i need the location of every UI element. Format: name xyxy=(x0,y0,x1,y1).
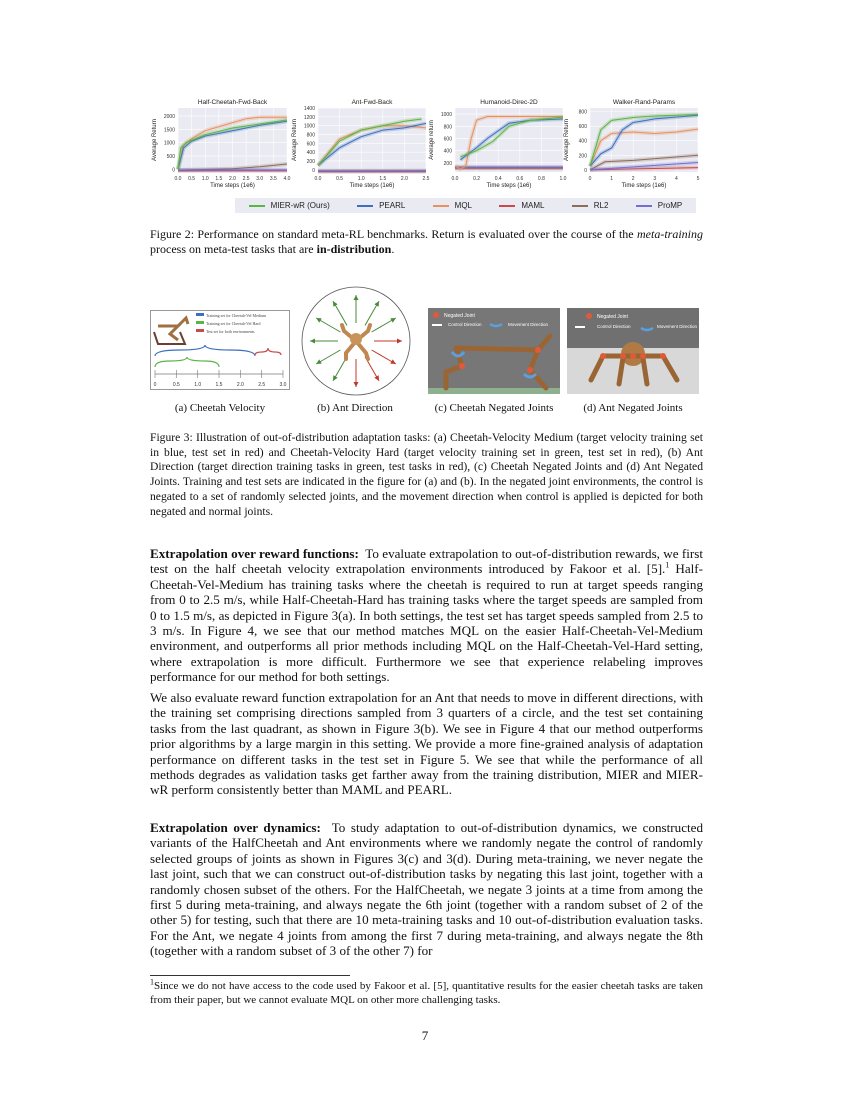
legend-label: MIER-wR (Ours) xyxy=(270,201,330,210)
y-tick-label: 1000 xyxy=(303,123,315,130)
legend-swatch xyxy=(572,205,588,207)
x-tick-label: 1.5 xyxy=(215,176,223,182)
x-tick-label: 0.6 xyxy=(516,176,524,182)
tick-label: 1.0 xyxy=(194,382,202,388)
subcaption-c: (c) Cheetah Negated Joints xyxy=(434,402,554,414)
y-tick-label: 0 xyxy=(172,167,175,174)
x-tick-label: 0.4 xyxy=(494,176,502,182)
legend-item xyxy=(499,201,544,210)
x-tick-label: 4.0 xyxy=(283,176,291,182)
paragraph-heading: Extrapolation over dynamics: xyxy=(150,820,321,835)
x-axis-label: Time steps (1e6) xyxy=(621,183,667,189)
panel-b-ant-direction xyxy=(300,285,412,397)
x-tick-label: 1 xyxy=(610,176,613,182)
caption-bold: in-distribution xyxy=(316,241,392,256)
paragraph-text: Half-Cheetah-Vel-Medium has training tasks where the cheetah is required to run at target speeds ranging from 0 to 2.5 m/s, while Half-Cheetah-Hard has training tasks where the target speeds are sampled from 0 to 1.5 m/s, as depicted in Figure 3(a). In both settings, the test set has target speeds sampled from 2.5 to 3 m/s. In Figure 4, we see that our method matches MQL on the easier Half-Cheetah-Vel-Medium environment, and outperforms all prior methods including MQL on the Half-Cheetah-Vel-Hard setting, where extrapolation is more difficult. Furthermore we see that experience relabeling improves performance for our method for both settings. xyxy=(150,561,703,685)
legend-item xyxy=(249,201,330,210)
chart-title: Walker-Rand-Params xyxy=(612,99,676,106)
negated-joint-marker xyxy=(586,313,592,319)
footnote-mark: 1 xyxy=(665,561,670,571)
y-tick-label: 500 xyxy=(166,154,175,160)
x-tick-label: 0.5 xyxy=(336,176,344,182)
x-tick-label: 3.5 xyxy=(269,176,277,182)
y-tick-label: 400 xyxy=(578,138,587,145)
panel-c-cheetah-negated-joints xyxy=(428,308,560,394)
x-tick-label: 0.0 xyxy=(451,176,459,182)
chart-title: Half-Cheetah-Fwd-Back xyxy=(197,99,268,106)
movement-direction-label: Movement Direction xyxy=(508,322,549,327)
x-tick-label: 0.5 xyxy=(188,176,196,182)
caption-label: Figure 2: xyxy=(150,227,195,241)
x-tick-label: 2.5 xyxy=(242,176,250,182)
control-direction-label: Control Direction xyxy=(448,322,482,327)
subcaption-a: (a) Cheetah Velocity xyxy=(174,402,266,414)
y-tick-label: 1200 xyxy=(303,114,315,121)
x-axis-label: Time steps (1e6) xyxy=(486,183,532,189)
figure-3-caption xyxy=(150,431,703,519)
paragraph-text: To study adaptation to out-of-distribution dynamics, we constructed variants of the HalfCheetah and Ant environments where we randomly negate the control of randomly selected groups of joints as shown in Figures 3(c) and 3(d). During meta-training, we never negate the last joint, such that we can construct out-of-distribution tasks by negating this last joint, together with a randomly chosen subset of the others. For the HalfCheetah, we negate 3 joints at a time from among the first 5 during meta-training, and always negate the 6th joint (together with a random subset of 2 of the other 5) for testing, such that there are 10 meta-training tasks and 10 out-of-distribution evaluation tasks. For the Ant, we negate 4 joints from among the first 7 during meta-training, and always negate the 8th (together with a random subset of 3 of the other 7) for xyxy=(150,820,704,959)
x-tick-label: 3.0 xyxy=(256,176,264,182)
legend-item xyxy=(636,201,682,210)
legend-label: PEARL xyxy=(379,201,406,210)
movement-direction-label: Movement Direction xyxy=(657,324,698,329)
legend-item xyxy=(357,201,405,210)
legend-swatch xyxy=(433,205,449,207)
y-tick-label: 800 xyxy=(578,109,587,116)
legend-item xyxy=(433,201,472,210)
footnote xyxy=(150,977,703,1007)
footnote-mark: 1 xyxy=(150,977,154,987)
y-tick-label: 200 xyxy=(578,153,587,160)
x-axis-label: Time steps (1e6) xyxy=(210,183,255,189)
legend-label: MQL xyxy=(454,201,472,210)
legend-swatch xyxy=(249,205,265,207)
x-tick-label: 1.0 xyxy=(559,176,567,182)
x-tick-label: 1.0 xyxy=(357,176,365,182)
y-tick-label: 200 xyxy=(306,158,315,165)
x-tick-label: 5 xyxy=(696,176,700,182)
x-tick-label: 2.0 xyxy=(229,176,236,182)
control-direction-label: Control Direction xyxy=(597,324,631,329)
legend-swatch xyxy=(357,205,373,207)
figure-2-legend xyxy=(235,198,696,213)
x-tick-label: 3 xyxy=(653,176,657,182)
tick-label: 0.5 xyxy=(172,382,180,388)
x-tick-label: 0.8 xyxy=(537,176,545,182)
subplot-3 xyxy=(564,99,700,189)
x-tick-label: 0.0 xyxy=(174,176,182,182)
paragraph-text: To evaluate extrapolation to out-of-distribution rewards, we first test on the half cheetah velocity extrapolation environments introduced by Fakoor et al. [5]. xyxy=(150,546,703,577)
subplot-2 xyxy=(429,99,567,189)
legend-label: Training set for Cheetah-Vel Medium xyxy=(206,313,267,318)
page-number: 7 xyxy=(421,1028,429,1043)
caption-text: Illustration of out-of-distribution adaptation tasks: (a) Cheetah-Velocity Medium (target velocity training set in blue, test set in red) and Cheetah-Velocity Hard (target velocity training set in green, test set in red), (b) Ant Direction (target direction training tasks in green, test tasks in red), (c) Cheetah Negated Joints and (d) Ant Negated Joints. Training and test sets are indicated in the figure for (a) and (b). In the negated joint environments, the control is negated to a set of randomly selected joints, and the movement direction when control is applied is depicted for both negated and normal joints. xyxy=(150,431,703,518)
legend-swatch xyxy=(499,205,515,207)
paragraph-heading: Extrapolation over reward functions: xyxy=(150,546,359,561)
x-axis-label: Time steps (1e6) xyxy=(349,183,395,189)
y-axis-label: Average Return xyxy=(564,119,570,161)
figure-2-caption xyxy=(150,227,703,256)
x-tick-label: 2.5 xyxy=(422,176,430,182)
paragraph-ant-direction: We also evaluate reward function extrapolation for an Ant that needs to move in different directions, with the training set comprising directions sampled from 3 quarters of a circle, and the test set containing tasks from the last quadrant, as shown in Figure 3(b). We see in Figure 4 that our method outperforms prior algorithms by a large margin in this setting. We provide a more fine-grained analysis of adaptation performance on different tasks in the test set in Figure 5. We see that while the performance of all methods degrades as validation tasks get farther away from the training distribution, MIER and MIER-wR perform consistently better than MAML and PEARL. xyxy=(150,690,703,798)
caption-text: process on meta-test tasks that are xyxy=(150,241,314,256)
y-tick-label: 200 xyxy=(443,160,452,167)
subplot-0 xyxy=(152,99,291,189)
tick-label: 1.5 xyxy=(215,382,223,388)
caption-label: Figure 3: xyxy=(150,431,193,444)
y-tick-label: 600 xyxy=(306,141,315,148)
legend-label: Test set for both environments xyxy=(206,329,255,334)
legend-label: ProMP xyxy=(657,201,683,210)
y-tick-label: 400 xyxy=(443,148,452,155)
tick-label: 2.5 xyxy=(258,382,266,388)
x-tick-label: 0 xyxy=(588,176,592,182)
x-tick-label: 1.0 xyxy=(201,176,209,182)
x-tick-label: 0.2 xyxy=(473,176,481,182)
legend-label: Training set for Cheetah-Vel Hard xyxy=(206,321,261,326)
subplot-1 xyxy=(292,99,430,189)
tick-label: 2.0 xyxy=(236,382,244,388)
legend-item xyxy=(572,201,609,210)
y-tick-label: 600 xyxy=(578,124,587,131)
y-tick-label: 1400 xyxy=(303,106,315,112)
footnote-text: Since we do not have access to the code used by Fakoor et al. [5], quantitative results for the easier cheetah tasks are taken from their paper, but we cannot evaluate MQL on other more challenging tasks. xyxy=(150,980,703,1006)
negated-joint-label: Negated Joint xyxy=(597,314,628,320)
y-tick-label: 800 xyxy=(443,124,452,131)
legend-label: RL2 xyxy=(593,201,609,210)
tick-label: 3.0 xyxy=(279,382,287,388)
y-axis-label: Average return xyxy=(429,120,435,160)
y-tick-label: 800 xyxy=(306,132,315,139)
plot-area xyxy=(318,108,426,172)
negated-joint-marker xyxy=(433,312,439,318)
negated-joint-label: Negated Joint xyxy=(444,313,475,319)
x-tick-label: 2.0 xyxy=(400,176,408,182)
y-tick-label: 1500 xyxy=(163,127,175,134)
caption-text: Performance on standard meta-RL benchmarks. Return is evaluated over the course of the xyxy=(197,227,634,241)
y-axis-label: Average Return xyxy=(292,119,298,161)
paragraph-reward-extrapolation xyxy=(150,546,703,685)
caption-italic: meta-training xyxy=(637,227,704,241)
footnote-rule xyxy=(150,975,350,976)
y-tick-label: 0 xyxy=(312,167,315,174)
tick-label: 0 xyxy=(153,382,157,388)
caption-end: . xyxy=(391,241,395,256)
paragraph-dynamics-extrapolation xyxy=(150,820,703,959)
y-tick-label: 2000 xyxy=(163,114,175,120)
panel-a-cheetah-velocity xyxy=(150,310,290,390)
subcaption-b: (b) Ant Direction xyxy=(317,402,393,414)
y-tick-label: 0 xyxy=(584,167,587,174)
y-tick-label: 1000 xyxy=(440,112,452,119)
chart-title: Humanoid-Direc-2D xyxy=(480,99,538,106)
y-axis-label: Average Return xyxy=(152,119,158,161)
chart-title: Ant-Fwd-Back xyxy=(351,99,393,106)
x-tick-label: 4 xyxy=(675,176,678,182)
y-tick-label: 1000 xyxy=(163,140,175,147)
x-tick-label: 0.0 xyxy=(314,176,322,182)
y-tick-label: 600 xyxy=(443,136,452,143)
x-tick-label: 2 xyxy=(631,176,635,182)
panel-d-ant-negated-joints xyxy=(567,308,699,394)
legend-swatch xyxy=(636,205,652,207)
legend-label: MAML xyxy=(521,201,545,210)
subcaption-d: (d) Ant Negated Joints xyxy=(583,402,683,414)
y-tick-label: 400 xyxy=(306,150,315,157)
x-tick-label: 1.5 xyxy=(379,176,387,182)
